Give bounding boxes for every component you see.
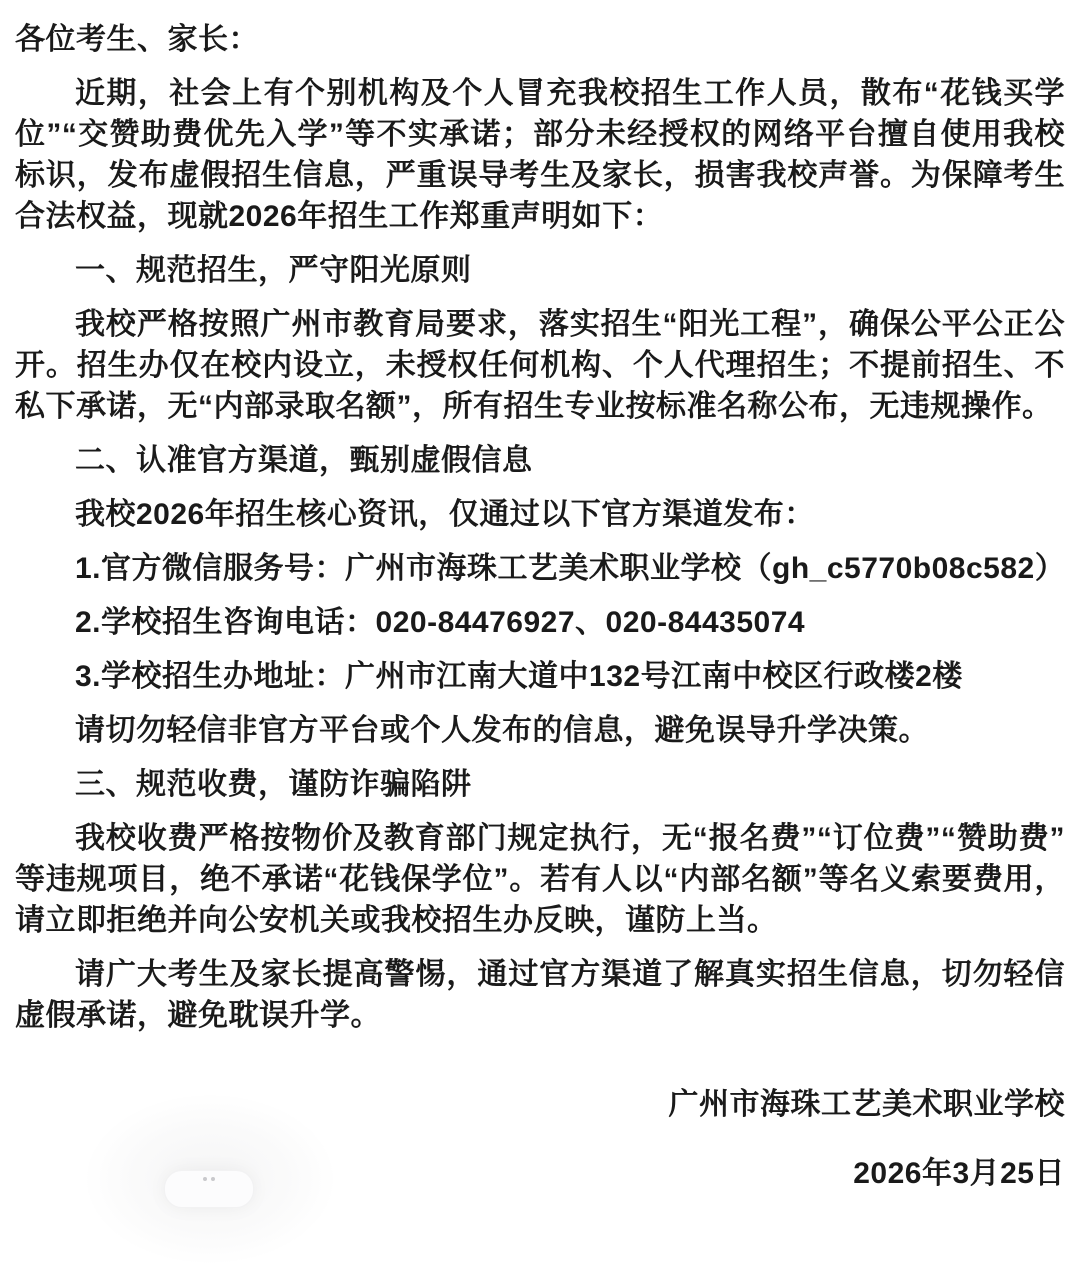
- salutation: 各位考生、家长：: [15, 23, 259, 56]
- official-channel-address: 3.学校招生办地址：广州市江南大道中132号江南中校区行政楼2楼: [75, 660, 963, 693]
- closing-paragraph: 请广大考生及家长提高警惕，通过官方渠道了解真实招生信息，切勿轻信虚假承诺，避免耽误升学。: [15, 958, 1065, 1032]
- section1-body: 我校严格按照广州市教育局要求，落实招生“阳光工程”，确保公平公正公开。招生办仅在校内设立，未授权任何机构、个人代理招生；不提前招生、不私下承诺，无“内部录取名额”，所有招生专业按标准名称公布，无违规操作。: [15, 308, 1065, 423]
- official-channel-phone: 2.学校招生咨询电话：020-84476927、020-84435074: [75, 606, 806, 639]
- section2-intro: 我校2026年招生核心资讯，仅通过以下官方渠道发布：: [75, 498, 815, 531]
- handle-dots-icon: [203, 1177, 215, 1181]
- signature-school-name: 广州市海珠工艺美术职业学校: [668, 1088, 1065, 1121]
- official-channel-wechat: 1.官方微信服务号：广州市海珠工艺美术职业学校（gh_c5770b08c582）: [75, 552, 1066, 585]
- section2-warning: 请切勿轻信非官方平台或个人发布的信息，避免误导升学决策。: [75, 714, 929, 747]
- section1-heading: 一、规范招生，严守阳光原则: [75, 254, 472, 287]
- section2-heading: 二、认准官方渠道，甄别虚假信息: [75, 444, 533, 477]
- section3-body: 我校收费严格按物价及教育部门规定执行，无“报名费”“订位费”“赞助费”等违规项目，绝不承诺“花钱保学位”。若有人以“内部名额”等名义索要费用，请立即拒绝并向公安机关或我校招生办反映，谨防上当。: [15, 822, 1065, 937]
- intro-paragraph: 近期，社会上有个别机构及个人冒充我校招生工作人员，散布“花钱买学位”“交赞助费优先入学”等不实承诺；部分未经授权的网络平台擅自使用我校标识，发布虚假招生信息，严重误导考生及家长，损害我校声誉。为保障考生合法权益，现就2026年招生工作郑重声明如下：: [15, 77, 1065, 233]
- floating-widget[interactable]: [164, 1170, 254, 1208]
- section3-heading: 三、规范收费，谨防诈骗陷阱: [75, 768, 472, 801]
- signature-date: 2026年3月25日: [853, 1157, 1065, 1190]
